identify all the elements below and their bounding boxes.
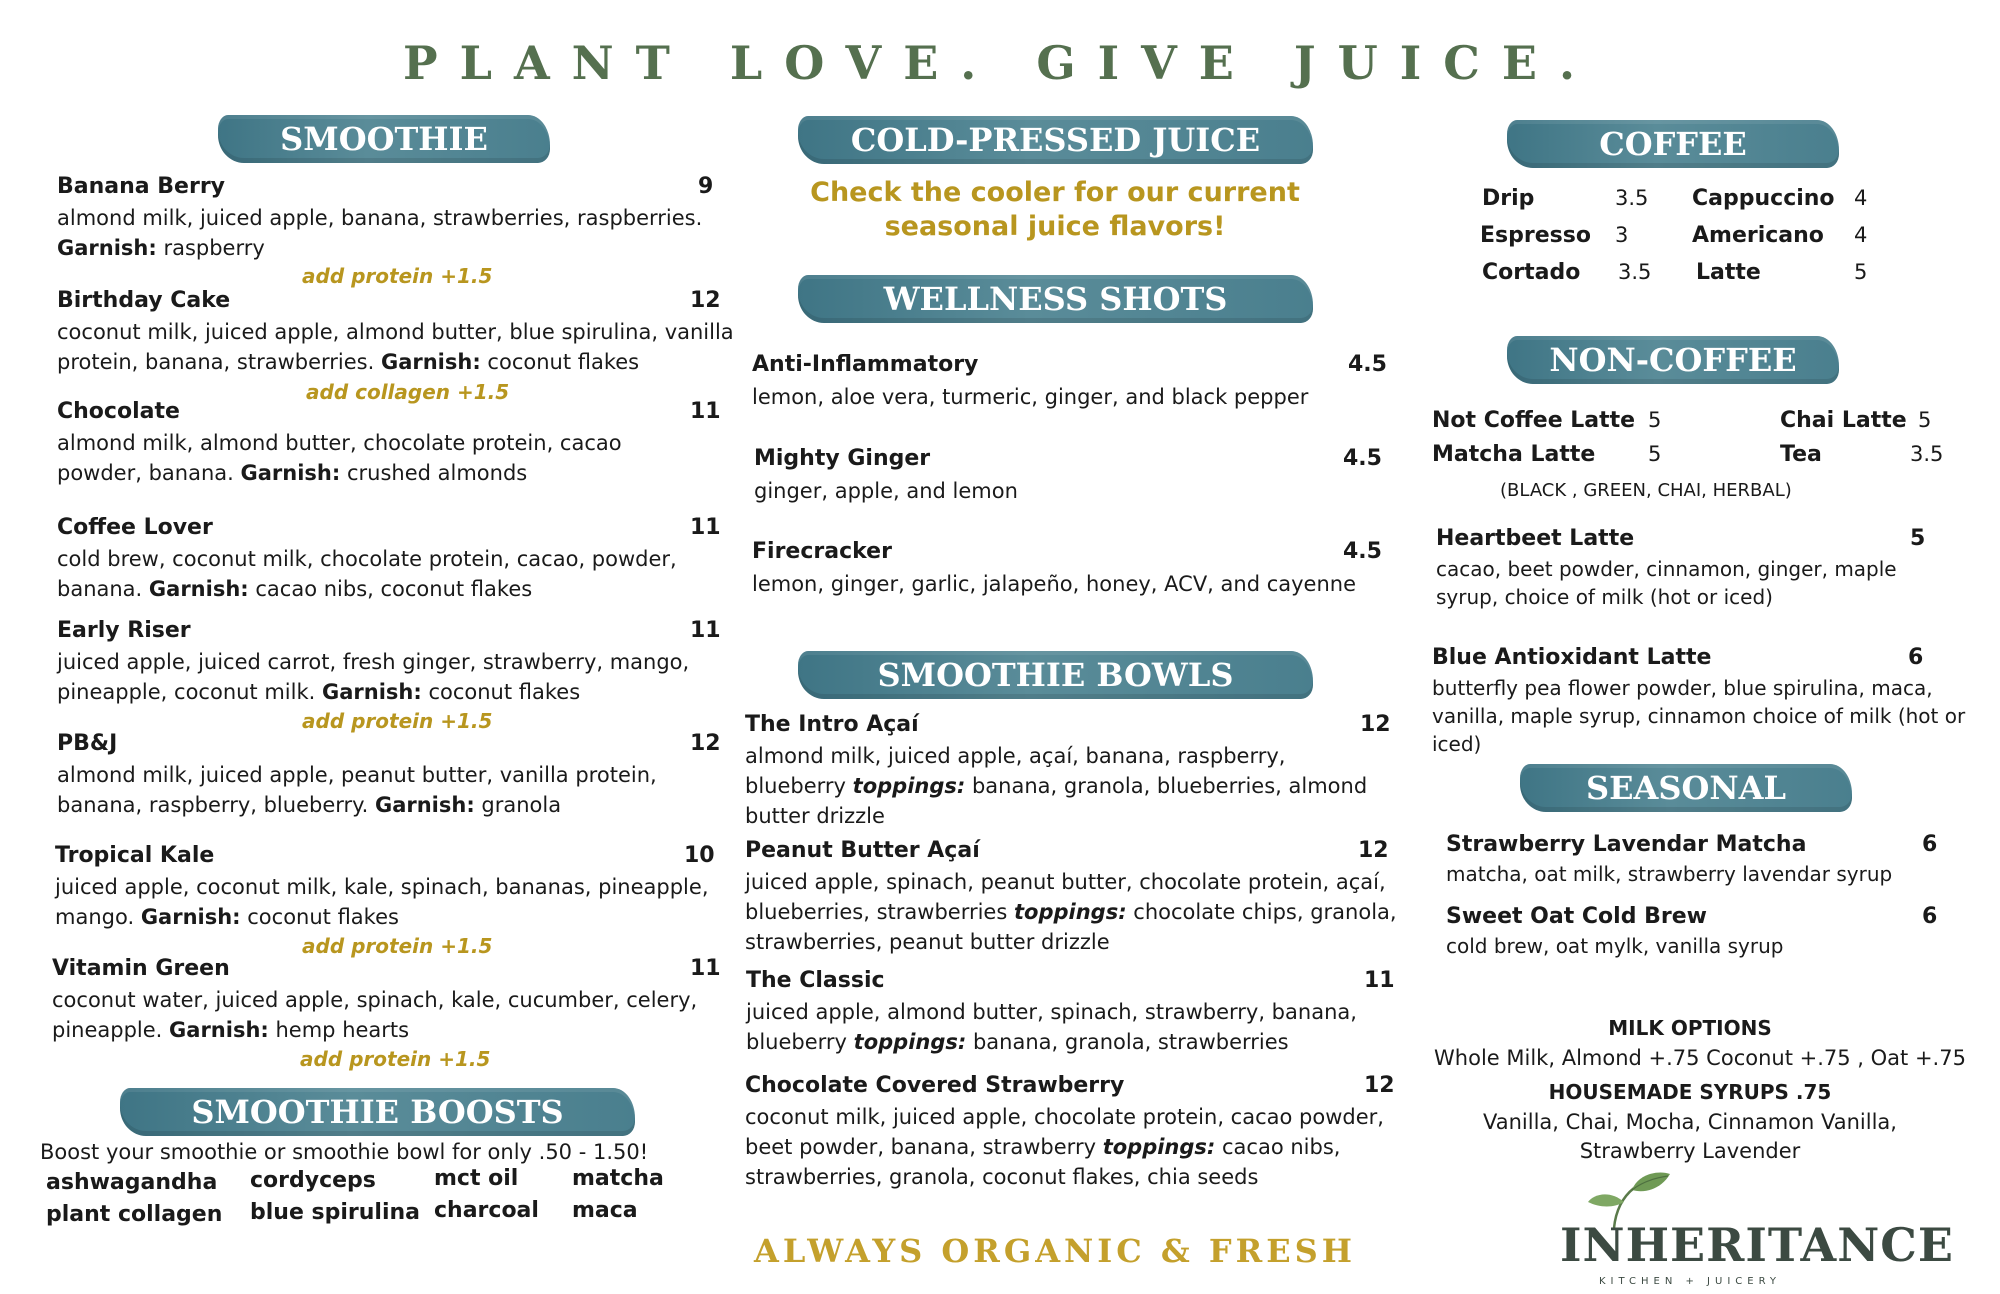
item-tropical-kale-name: Tropical Kale [55, 843, 215, 868]
item-vitamin-green-desc: coconut water, juiced apple, spinach, kale, cucumber, celery, pineapple. Garnish: hemp hearts [52, 988, 698, 1042]
addon-collagen: add collagen +1.5 [306, 380, 510, 404]
item-coffee-lover-desc: cold brew, coconut milk, chocolate protein, cacao, powder, banana. Garnish: cacao nibs, coconut flakes [57, 547, 677, 601]
wellness-shots-banner: WELLNESS SHOTS [798, 275, 1313, 323]
boost-cordyceps: cordyceps [250, 1168, 376, 1193]
shot-anti-inflammatory-price: 4.5 [1348, 352, 1387, 377]
item-chocolate-price: 11 [690, 399, 721, 424]
housemade-syrups-title: HOUSEMADE SYRUPS .75 [1548, 1080, 1832, 1104]
addon-protein-1: add protein +1.5 [302, 264, 493, 288]
bowl-chocolate-covered-strawberry-desc: coconut milk, juiced apple, chocolate protein, cacao powder, beet powder, banana, strawberry toppings: cacao nibs, strawberries, granola, coconut flakes, chia seeds [745, 1105, 1384, 1189]
coffee-cappuccino-name: Cappuccino [1692, 186, 1835, 211]
coffee-espresso-name: Espresso [1480, 223, 1591, 248]
boost-mct-oil: mct oil [434, 1166, 519, 1191]
coffee-drip-name: Drip [1482, 186, 1535, 211]
boost-matcha: matcha [572, 1166, 664, 1191]
item-coffee-lover-name: Coffee Lover [57, 515, 213, 540]
shot-mighty-ginger-desc: ginger, apple, and lemon [754, 479, 1018, 503]
seasonal-strawberry-lavendar-matcha-desc: matcha, oat milk, strawberry lavendar syrup [1446, 862, 1893, 886]
bowl-intro-acai-price: 12 [1360, 712, 1391, 737]
item-pbj-price: 12 [690, 731, 721, 756]
noncoffee-chai-latte-name: Chai Latte [1780, 408, 1907, 433]
seasonal-sweet-oat-cold-brew-price: 6 [1922, 904, 1938, 929]
item-chocolate-name: Chocolate [57, 399, 180, 424]
item-birthday-cake-name: Birthday Cake [57, 288, 231, 313]
item-chocolate-desc: almond milk, almond butter, chocolate protein, cacao powder, banana. Garnish: crushed almonds [57, 431, 622, 485]
bowl-peanut-butter-acai-name: Peanut Butter Açaí [745, 838, 980, 863]
noncoffee-not-coffee-latte-price: 5 [1648, 408, 1662, 432]
item-pbj-name: PB&J [57, 731, 118, 756]
boost-blue-spirulina: blue spirulina [250, 1200, 421, 1225]
coffee-banner: COFFEE [1507, 120, 1839, 168]
item-vitamin-green-name: Vitamin Green [52, 956, 230, 981]
noncoffee-not-coffee-latte-name: Not Coffee Latte [1432, 408, 1636, 433]
boost-charcoal: charcoal [434, 1198, 539, 1223]
smoothie-bowls-banner: SMOOTHIE BOWLS [798, 651, 1313, 699]
coffee-latte-price: 5 [1854, 260, 1868, 284]
item-tropical-kale-desc: juiced apple, coconut milk, kale, spinach, bananas, pineapple, mango. Garnish: coconut flakes [55, 875, 709, 929]
item-tropical-kale-price: 10 [684, 843, 715, 868]
smoothie-boosts-banner: SMOOTHIE BOOSTS [120, 1088, 635, 1136]
bowl-classic-price: 11 [1364, 968, 1395, 993]
shot-mighty-ginger-name: Mighty Ginger [754, 446, 931, 471]
housemade-syrups-list: Vanilla, Chai, Mocha, Cinnamon Vanilla, Strawberry Lavender [1483, 1110, 1897, 1163]
bowl-classic-name: The Classic [746, 968, 885, 993]
seasonal-strawberry-lavendar-matcha-price: 6 [1922, 832, 1938, 857]
tea-varieties-note: (BLACK , GREEN, CHAI, HERBAL) [1500, 480, 1792, 501]
boosts-intro: Boost your smoothie or smoothie bowl for only .50 - 1.50! [40, 1140, 649, 1164]
inheritance-logo-subtitle: KITCHEN + JUICERY [1598, 1276, 1781, 1287]
item-banana-berry-price: 9 [698, 174, 714, 199]
noncoffee-heartbeet-latte-name: Heartbeet Latte [1436, 526, 1635, 551]
item-birthday-cake-desc: coconut milk, juiced apple, almond butter, blue spirulina, vanilla protein, banana, strawberries. Garnish: coconut flakes [57, 320, 734, 374]
addon-protein-3: add protein +1.5 [302, 934, 493, 958]
seasonal-sweet-oat-cold-brew-name: Sweet Oat Cold Brew [1446, 904, 1707, 929]
tagline: PLANT LOVE. GIVE JUICE. [403, 36, 1597, 90]
noncoffee-blue-antioxidant-latte-desc: butterfly pea flower powder, blue spirulina, maca, vanilla, maple syrup, cinnamon choice of milk (hot or iced) [1432, 676, 1966, 756]
juice-cooler-note: Check the cooler for our current seasonal juice flavors! [810, 177, 1300, 242]
shot-anti-inflammatory-name: Anti-Inflammatory [752, 352, 979, 377]
noncoffee-heartbeet-latte-price: 5 [1910, 526, 1926, 551]
shot-firecracker-price: 4.5 [1343, 539, 1382, 564]
item-coffee-lover-price: 11 [690, 515, 721, 540]
boost-maca: maca [572, 1198, 638, 1223]
item-banana-berry-name: Banana Berry [57, 174, 226, 199]
shot-anti-inflammatory-desc: lemon, aloe vera, turmeric, ginger, and black pepper [752, 385, 1309, 409]
coffee-cortado-name: Cortado [1482, 260, 1581, 285]
item-early-riser-name: Early Riser [57, 618, 191, 643]
coffee-americano-name: Americano [1692, 223, 1824, 248]
item-pbj-desc: almond milk, juiced apple, peanut butter, vanilla protein, banana, raspberry, blueberry. Garnish: granola [57, 763, 657, 817]
noncoffee-chai-latte-price: 5 [1918, 408, 1932, 432]
noncoffee-blue-antioxidant-latte-price: 6 [1908, 645, 1924, 670]
noncoffee-tea-price: 3.5 [1910, 442, 1944, 466]
always-organic-footer: ALWAYS ORGANIC & FRESH [754, 1232, 1356, 1270]
bowl-intro-acai-desc: almond milk, juiced apple, açaí, banana, raspberry, blueberry toppings: banana, granola, blueberries, almond butter drizzle [745, 744, 1368, 828]
coffee-cortado-price: 3.5 [1618, 260, 1652, 284]
noncoffee-matcha-latte-price: 5 [1648, 442, 1662, 466]
smoothie-banner: SMOOTHIE [218, 115, 550, 163]
bowl-peanut-butter-acai-price: 12 [1358, 838, 1389, 863]
milk-options-list: Whole Milk, Almond +.75 Coconut +.75 , Oat +.75 [1434, 1046, 1966, 1070]
addon-protein-2: add protein +1.5 [302, 709, 493, 733]
bowl-intro-acai-name: The Intro Açaí [745, 712, 919, 737]
milk-options-title: MILK OPTIONS [1608, 1016, 1772, 1040]
item-early-riser-price: 11 [690, 618, 721, 643]
coffee-cappuccino-price: 4 [1854, 186, 1868, 210]
shot-firecracker-name: Firecracker [752, 539, 892, 564]
bowl-chocolate-covered-strawberry-name: Chocolate Covered Strawberry [745, 1073, 1125, 1098]
item-banana-berry-desc: almond milk, juiced apple, banana, strawberries, raspberries. Garnish: raspberry [57, 206, 703, 260]
boost-ashwagandha: ashwagandha [46, 1170, 218, 1195]
noncoffee-tea-name: Tea [1780, 442, 1822, 467]
seasonal-strawberry-lavendar-matcha-name: Strawberry Lavendar Matcha [1446, 832, 1807, 857]
coffee-drip-price: 3.5 [1615, 186, 1649, 210]
item-early-riser-desc: juiced apple, juiced carrot, fresh ginger, strawberry, mango, pineapple, coconut milk. Garnish: coconut flakes [57, 650, 690, 704]
bowl-peanut-butter-acai-desc: juiced apple, spinach, peanut butter, chocolate protein, açaí, blueberries, strawberries toppings: chocolate chips, granola, strawberries, peanut butter drizzle [745, 870, 1397, 954]
non-coffee-banner: NON-COFFEE [1507, 336, 1839, 384]
coffee-americano-price: 4 [1854, 223, 1868, 247]
coffee-espresso-price: 3 [1615, 223, 1629, 247]
coffee-latte-name: Latte [1696, 260, 1761, 285]
shot-firecracker-desc: lemon, ginger, garlic, jalapeño, honey, ACV, and cayenne [752, 572, 1357, 596]
bowl-chocolate-covered-strawberry-price: 12 [1364, 1073, 1395, 1098]
seasonal-sweet-oat-cold-brew-desc: cold brew, oat mylk, vanilla syrup [1446, 934, 1784, 958]
cold-pressed-juice-banner: COLD-PRESSED JUICE [798, 116, 1313, 164]
shot-mighty-ginger-price: 4.5 [1343, 446, 1382, 471]
seasonal-banner: SEASONAL [1520, 764, 1852, 812]
noncoffee-heartbeet-latte-desc: cacao, beet powder, cinnamon, ginger, maple syrup, choice of milk (hot or iced) [1436, 557, 1897, 609]
item-birthday-cake-price: 12 [690, 288, 721, 313]
noncoffee-matcha-latte-name: Matcha Latte [1432, 442, 1596, 467]
inheritance-logo: INHERITANCE [1560, 1218, 1954, 1272]
bowl-classic-desc: juiced apple, almond butter, spinach, strawberry, banana, blueberry toppings: banana, granola, strawberries [746, 1000, 1357, 1054]
item-vitamin-green-price: 11 [690, 956, 721, 981]
addon-protein-4: add protein +1.5 [300, 1047, 491, 1071]
boost-plant-collagen: plant collagen [46, 1202, 223, 1227]
noncoffee-blue-antioxidant-latte-name: Blue Antioxidant Latte [1432, 645, 1712, 670]
